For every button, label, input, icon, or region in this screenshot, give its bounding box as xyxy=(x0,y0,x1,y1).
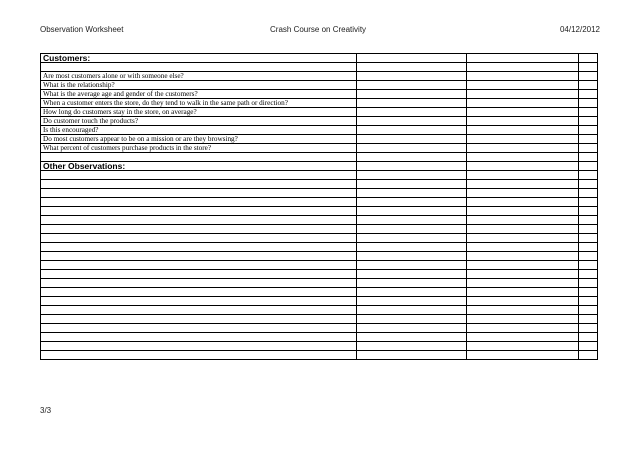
table-row xyxy=(41,306,598,315)
answer-cell xyxy=(579,351,598,360)
answer-cell xyxy=(579,333,598,342)
answer-cell xyxy=(467,180,579,189)
question-cell: What is the average age and gender of the customers? xyxy=(41,90,357,99)
question-cell xyxy=(41,171,357,180)
section-header-cell xyxy=(467,54,579,63)
answer-cell xyxy=(357,198,467,207)
answer-cell xyxy=(467,117,579,126)
question-cell xyxy=(41,324,357,333)
table-row xyxy=(41,198,598,207)
answer-cell xyxy=(357,207,467,216)
answer-cell xyxy=(357,297,467,306)
answer-cell xyxy=(467,342,579,351)
answer-cell xyxy=(357,108,467,117)
answer-cell xyxy=(357,117,467,126)
answer-cell xyxy=(579,270,598,279)
answer-cell xyxy=(467,99,579,108)
answer-cell xyxy=(467,234,579,243)
answer-cell xyxy=(579,324,598,333)
answer-cell xyxy=(467,225,579,234)
section-header-row xyxy=(41,162,598,171)
question-cell: Is this encouraged? xyxy=(41,126,357,135)
table-row xyxy=(41,108,598,117)
table-row xyxy=(41,270,598,279)
answer-cell xyxy=(579,252,598,261)
question-cell xyxy=(41,315,357,324)
answer-cell xyxy=(467,144,579,153)
table-row xyxy=(41,324,598,333)
question-cell xyxy=(41,63,357,72)
answer-cell xyxy=(467,153,579,162)
answer-cell xyxy=(467,297,579,306)
answer-cell xyxy=(579,189,598,198)
question-cell: What is the relationship? xyxy=(41,81,357,90)
answer-cell xyxy=(467,243,579,252)
answer-cell xyxy=(357,351,467,360)
question-cell xyxy=(41,216,357,225)
table-row xyxy=(41,279,598,288)
answer-cell xyxy=(357,90,467,99)
answer-cell xyxy=(467,306,579,315)
table-row xyxy=(41,63,598,72)
answer-cell xyxy=(467,90,579,99)
question-cell xyxy=(41,306,357,315)
answer-cell xyxy=(579,234,598,243)
table-row xyxy=(41,243,598,252)
question-cell: Do customer touch the products? xyxy=(41,117,357,126)
answer-cell xyxy=(579,288,598,297)
answer-cell xyxy=(357,144,467,153)
answer-cell xyxy=(357,63,467,72)
table-row xyxy=(41,189,598,198)
answer-cell xyxy=(467,288,579,297)
question-cell xyxy=(41,243,357,252)
answer-cell xyxy=(579,243,598,252)
table-row xyxy=(41,117,598,126)
answer-cell xyxy=(579,180,598,189)
table-row xyxy=(41,261,598,270)
answer-cell xyxy=(467,261,579,270)
question-cell: When a customer enters the store, do they tend to walk in the same path or direction? xyxy=(41,99,357,108)
question-cell xyxy=(41,189,357,198)
answer-cell xyxy=(357,135,467,144)
answer-cell xyxy=(467,279,579,288)
question-cell xyxy=(41,351,357,360)
answer-cell xyxy=(467,333,579,342)
answer-cell xyxy=(467,171,579,180)
section-header-cell xyxy=(357,162,467,171)
header-document-title: Observation Worksheet xyxy=(40,25,124,34)
table-row xyxy=(41,135,598,144)
table-row xyxy=(41,225,598,234)
answer-cell xyxy=(579,279,598,288)
answer-cell xyxy=(467,252,579,261)
answer-cell xyxy=(357,252,467,261)
table-row xyxy=(41,180,598,189)
answer-cell xyxy=(357,288,467,297)
answer-cell xyxy=(357,180,467,189)
section-title: Customers: xyxy=(41,54,357,63)
answer-cell xyxy=(467,324,579,333)
answer-cell xyxy=(357,72,467,81)
question-cell xyxy=(41,261,357,270)
answer-cell xyxy=(579,90,598,99)
question-cell xyxy=(41,207,357,216)
table-row xyxy=(41,207,598,216)
answer-cell xyxy=(579,117,598,126)
table-row xyxy=(41,351,598,360)
question-cell xyxy=(41,270,357,279)
table-row xyxy=(41,144,598,153)
table-row xyxy=(41,81,598,90)
answer-cell xyxy=(467,198,579,207)
answer-cell xyxy=(579,126,598,135)
answer-cell xyxy=(357,81,467,90)
section-title: Other Observations: xyxy=(41,162,357,171)
answer-cell xyxy=(357,171,467,180)
answer-cell xyxy=(579,99,598,108)
table-row xyxy=(41,126,598,135)
answer-cell xyxy=(467,216,579,225)
answer-cell xyxy=(357,324,467,333)
table-row xyxy=(41,252,598,261)
answer-cell xyxy=(467,189,579,198)
answer-cell xyxy=(579,297,598,306)
answer-cell xyxy=(357,333,467,342)
question-cell xyxy=(41,234,357,243)
answer-cell xyxy=(579,72,598,81)
question-cell xyxy=(41,297,357,306)
answer-cell xyxy=(467,270,579,279)
header-date: 04/12/2012 xyxy=(559,25,600,34)
answer-cell xyxy=(579,207,598,216)
question-cell xyxy=(41,333,357,342)
answer-cell xyxy=(579,153,598,162)
question-cell: Are most customers alone or with someone else? xyxy=(41,72,357,81)
section-header-row xyxy=(41,54,598,63)
answer-cell xyxy=(467,207,579,216)
answer-cell xyxy=(579,225,598,234)
table-row xyxy=(41,234,598,243)
observation-table xyxy=(40,53,598,360)
answer-cell xyxy=(467,126,579,135)
answer-cell xyxy=(467,351,579,360)
answer-cell xyxy=(467,63,579,72)
answer-cell xyxy=(467,108,579,117)
answer-cell xyxy=(357,225,467,234)
question-cell xyxy=(41,198,357,207)
question-cell: Do most customers appear to be on a mission or are they browsing? xyxy=(41,135,357,144)
answer-cell xyxy=(579,135,598,144)
table-row xyxy=(41,216,598,225)
answer-cell xyxy=(579,342,598,351)
table-row xyxy=(41,342,598,351)
header-course-title: Crash Course on Creativity xyxy=(270,25,367,34)
table-row xyxy=(41,333,598,342)
answer-cell xyxy=(579,216,598,225)
section-header-cell xyxy=(579,54,598,63)
answer-cell xyxy=(357,279,467,288)
table-row xyxy=(41,99,598,108)
table-row xyxy=(41,171,598,180)
section-header-cell xyxy=(579,162,598,171)
section-header-cell xyxy=(467,162,579,171)
table-row xyxy=(41,90,598,99)
table-row xyxy=(41,72,598,81)
answer-cell xyxy=(357,234,467,243)
answer-cell xyxy=(357,342,467,351)
question-cell: What percent of customers purchase products in the store? xyxy=(41,144,357,153)
answer-cell xyxy=(579,315,598,324)
answer-cell xyxy=(579,81,598,90)
answer-cell xyxy=(467,135,579,144)
answer-cell xyxy=(357,153,467,162)
table-row xyxy=(41,315,598,324)
answer-cell xyxy=(357,315,467,324)
answer-cell xyxy=(579,63,598,72)
answer-cell xyxy=(467,315,579,324)
answer-cell xyxy=(357,270,467,279)
question-cell xyxy=(41,342,357,351)
table-row xyxy=(41,288,598,297)
question-cell xyxy=(41,288,357,297)
answer-cell xyxy=(579,144,598,153)
answer-cell xyxy=(579,171,598,180)
answer-cell xyxy=(579,306,598,315)
question-cell xyxy=(41,279,357,288)
answer-cell xyxy=(579,108,598,117)
page-number: 3/3 xyxy=(40,406,52,415)
answer-cell xyxy=(357,261,467,270)
answer-cell xyxy=(357,99,467,108)
answer-cell xyxy=(579,198,598,207)
answer-cell xyxy=(467,72,579,81)
answer-cell xyxy=(357,306,467,315)
answer-cell xyxy=(579,261,598,270)
answer-cell xyxy=(357,189,467,198)
question-cell xyxy=(41,225,357,234)
section-header-cell xyxy=(357,54,467,63)
question-cell xyxy=(41,252,357,261)
answer-cell xyxy=(467,81,579,90)
answer-cell xyxy=(357,243,467,252)
question-cell xyxy=(41,180,357,189)
table-row xyxy=(41,297,598,306)
answer-cell xyxy=(357,126,467,135)
answer-cell xyxy=(357,216,467,225)
question-cell: How long do customers stay in the store, on average? xyxy=(41,108,357,117)
